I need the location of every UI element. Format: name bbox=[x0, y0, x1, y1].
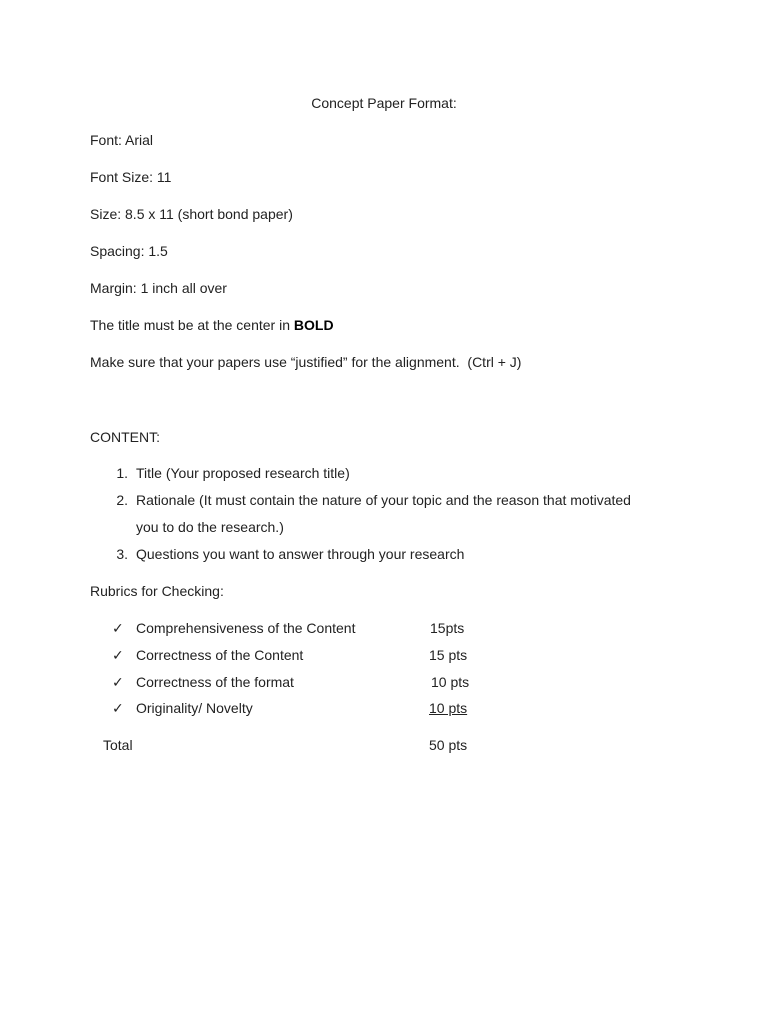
rubrics-heading: Rubrics for Checking: bbox=[90, 583, 224, 599]
list-item-text: Questions you want to answer through your research bbox=[136, 546, 465, 562]
title-rule-line bbox=[90, 316, 334, 334]
justify-rule-line: Make sure that your papers use “justified” for the alignment. (Ctrl + J) bbox=[90, 354, 522, 370]
rubric-points: 15pts bbox=[430, 620, 465, 636]
list-item-text: Title (Your proposed research title) bbox=[136, 465, 350, 481]
list-item-text-continued: you to do the research.) bbox=[136, 519, 284, 535]
margin-line: Margin: 1 inch all over bbox=[90, 280, 227, 296]
rubric-points: 10 pts bbox=[429, 700, 468, 716]
checkmark-icon: ✓ bbox=[112, 620, 124, 636]
content-heading: CONTENT: bbox=[90, 429, 160, 445]
title-rule-text: The title must be at the center in bbox=[90, 317, 294, 333]
total-label: Total bbox=[103, 737, 133, 753]
checkmark-icon: ✓ bbox=[112, 674, 124, 690]
title-rule-bold: BOLD bbox=[293, 317, 334, 333]
list-item-text: Rationale (It must contain the nature of your topic and the reason that motivated bbox=[136, 492, 631, 508]
font-line: Font: Arial bbox=[90, 132, 154, 148]
rubric-label: Originality/ Novelty bbox=[136, 700, 253, 716]
rubric-points: 15 pts bbox=[429, 647, 468, 663]
font-size-line: Font Size: 11 bbox=[90, 169, 172, 185]
page-title: Concept Paper Format: bbox=[311, 95, 457, 111]
rubric-points: 10 pts bbox=[431, 674, 470, 690]
rubric-label: Correctness of the Content bbox=[136, 647, 304, 663]
total-points: 50 pts bbox=[429, 737, 468, 753]
rubric-label: Correctness of the format bbox=[136, 674, 294, 690]
list-number: 1. bbox=[116, 465, 128, 481]
checkmark-icon: ✓ bbox=[112, 647, 124, 663]
checkmark-icon: ✓ bbox=[112, 700, 124, 716]
list-number: 2. bbox=[116, 492, 128, 508]
size-line: Size: 8.5 x 11 (short bond paper) bbox=[90, 206, 293, 222]
list-number: 3. bbox=[116, 546, 128, 562]
rubric-label: Comprehensiveness of the Content bbox=[136, 620, 356, 636]
spacing-line: Spacing: 1.5 bbox=[90, 243, 168, 259]
